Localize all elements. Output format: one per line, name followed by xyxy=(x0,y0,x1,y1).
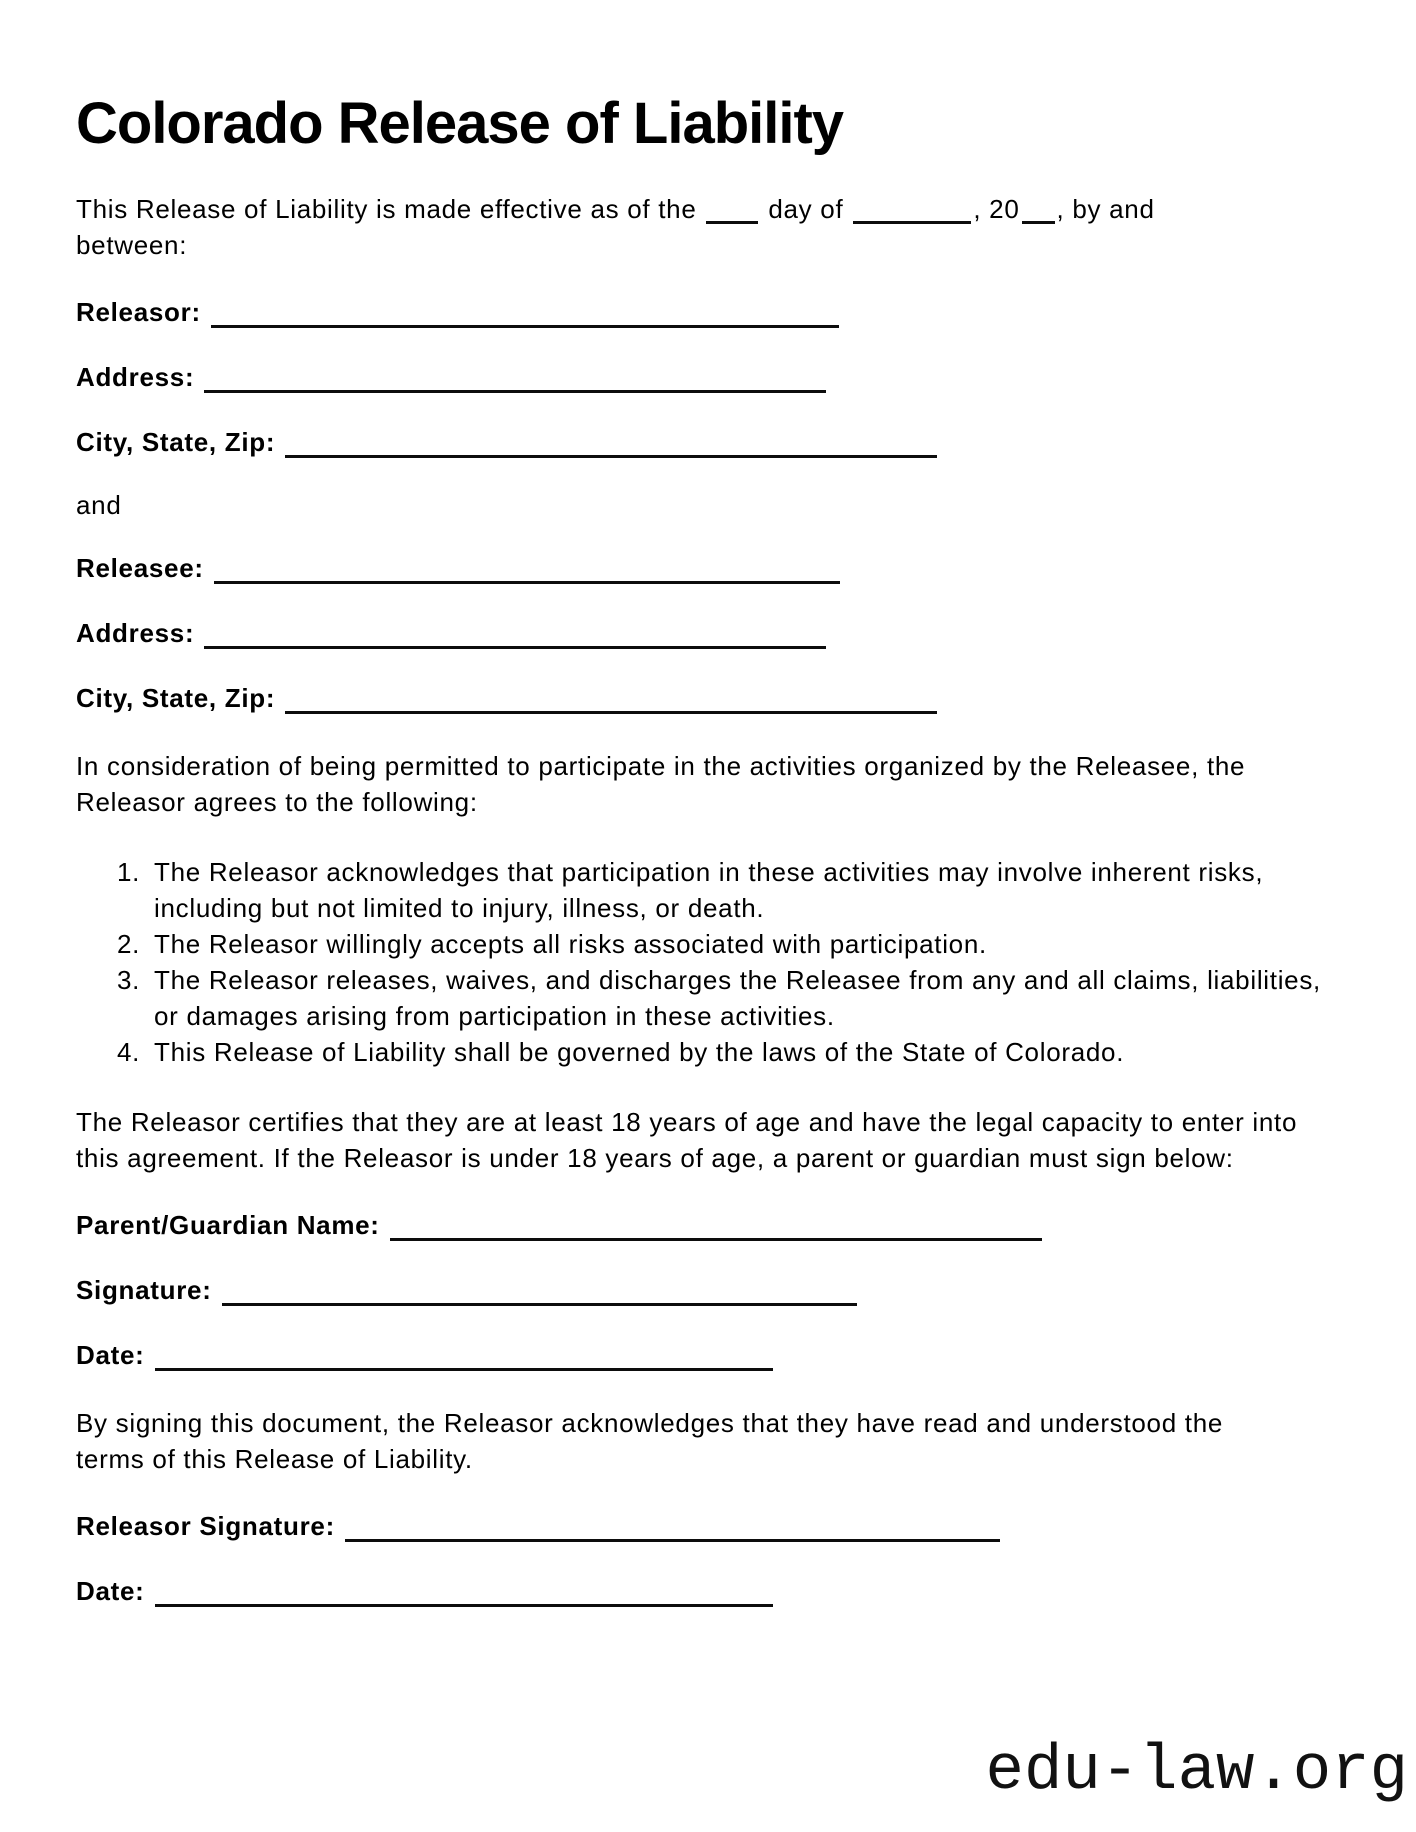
guardian-name-field xyxy=(76,1210,1340,1241)
releasor-field xyxy=(76,297,1340,328)
intro-paragraph xyxy=(76,191,1340,263)
consideration-paragraph: In consideration of being permitted to participate in the activities organized by the Releasee, the Releasor agrees to the following: xyxy=(76,750,1246,817)
guardian-date-label: Date: xyxy=(76,1339,145,1370)
releasee-label: Releasee: xyxy=(76,552,204,583)
guardian-name-blank-line xyxy=(390,1210,1042,1241)
day-blank-line xyxy=(706,197,758,224)
month-blank-line xyxy=(853,197,971,224)
releasee-field xyxy=(76,553,1340,584)
intro-text-3: , 20 xyxy=(973,193,1020,224)
releasee-address-field xyxy=(76,618,1340,649)
connector-row xyxy=(76,489,1340,520)
terms-list xyxy=(76,854,1340,1070)
certification-paragraph: The Releasor certifies that they are at least 18 years of age and have the legal capacity to enter into this agreement. If the Releasor is under 18 years of age, a parent or guardian must sign below: xyxy=(76,1106,1298,1173)
releasor-signature-field xyxy=(76,1511,1340,1542)
releasee-address-blank-line xyxy=(204,618,826,649)
closing-date-label: Date: xyxy=(76,1575,145,1606)
site-watermark: edu-law.org xyxy=(985,1736,1408,1808)
releasee-address-label: Address: xyxy=(76,617,195,648)
closing-date-field xyxy=(76,1576,1340,1607)
term-item-1: 1. The Releasor acknowledges that participation in these activities may involve inherent risks, including but not limited to injury, illness, or death. xyxy=(148,854,1340,926)
guardian-date-field xyxy=(76,1340,1340,1371)
releasor-city-state-zip-label: City, State, Zip: xyxy=(76,426,276,457)
guardian-date-blank-line xyxy=(155,1340,773,1371)
releasor-blank-line xyxy=(211,297,839,328)
releasor-label: Releasor: xyxy=(76,296,201,327)
document-title: Colorado Release of Liability xyxy=(76,91,844,156)
releasee-blank-line xyxy=(214,553,840,584)
releasor-address-blank-line xyxy=(204,362,826,393)
guardian-name-label: Parent/Guardian Name: xyxy=(76,1209,380,1240)
releasor-block xyxy=(76,297,1340,714)
guardian-signature-blank-line xyxy=(222,1275,857,1306)
releasee-city-state-zip-field xyxy=(76,683,1340,714)
releasor-signature-label: Releasor Signature: xyxy=(76,1510,335,1541)
guardian-signature-label: Signature: xyxy=(76,1274,212,1305)
releasee-city-state-zip-blank-line xyxy=(285,683,937,714)
intro-text-4: , by and xyxy=(1056,193,1155,224)
guardian-block xyxy=(76,1210,1340,1371)
releasor-address-field xyxy=(76,362,1340,393)
term-item-4: 4. This Release of Liability shall be governed by the laws of the State of Colorado. xyxy=(148,1034,1340,1070)
releasee-city-state-zip-label: City, State, Zip: xyxy=(76,682,276,713)
closing-date-blank-line xyxy=(155,1576,773,1607)
acknowledgement-paragraph: By signing this document, the Releasor acknowledges that they have read and understood the terms of this Release of Liability. xyxy=(76,1407,1224,1474)
releasor-signature-blank-line xyxy=(345,1511,1000,1542)
term-item-2: 2. The Releasor willingly accepts all risks associated with participation. xyxy=(148,926,1340,962)
releasor-address-label: Address: xyxy=(76,361,195,392)
intro-text-5: between: xyxy=(76,229,188,260)
guardian-signature-field xyxy=(76,1275,1340,1306)
closing-block xyxy=(76,1511,1340,1607)
connector-text: and xyxy=(76,489,122,520)
intro-text-1: This Release of Liability is made effective as of the xyxy=(76,193,697,224)
year-blank-line xyxy=(1022,197,1055,224)
term-item-3: 3. The Releasor releases, waives, and discharges the Releasee from any and all claims, liabilities, or damages arising from participation in these activities. xyxy=(148,962,1340,1034)
intro-text-2: day of xyxy=(768,193,844,224)
releasor-city-state-zip-field xyxy=(76,427,1340,458)
releasor-city-state-zip-blank-line xyxy=(285,427,937,458)
